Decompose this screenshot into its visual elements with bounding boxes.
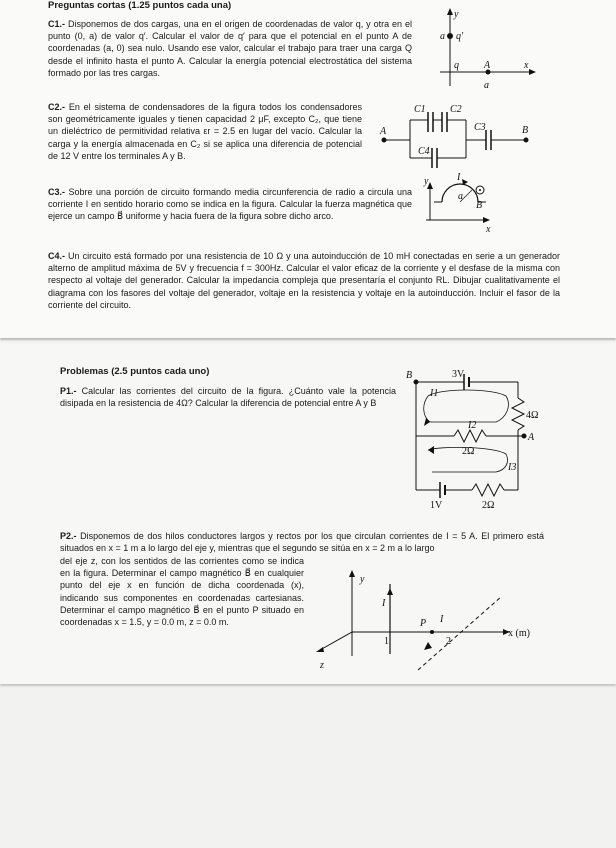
exam-sheet-problems bbox=[0, 344, 616, 684]
figure-c3-semicircle bbox=[420, 172, 500, 234]
problem-p2-label: P2.- bbox=[60, 531, 77, 541]
fig-p2-P: P bbox=[420, 618, 427, 629]
fig-c2-B: B bbox=[522, 125, 529, 136]
question-c2-label: C2.- bbox=[48, 102, 66, 112]
figure-p1-circuit bbox=[400, 366, 560, 511]
fig-p2-z: z bbox=[320, 660, 324, 671]
fig-p2-two: 2 bbox=[446, 636, 451, 647]
fig-p2-one: 1 bbox=[384, 636, 389, 647]
figure-p2-wires bbox=[310, 562, 550, 672]
question-c2 bbox=[48, 101, 362, 162]
fig-c3-y: y bbox=[424, 176, 429, 187]
fig-p1-I1: I1 bbox=[430, 388, 439, 399]
problem-p1-label: P1.- bbox=[60, 386, 77, 396]
fig-p1-3V: 3V bbox=[452, 369, 465, 380]
fig-c1-A: A bbox=[484, 60, 491, 71]
problem-p2-rest: del eje z, con los sentidos de las corrientes como se indica en la figura. Determinar el campo magnético B⃗ en cualquier punto del eje x en función de dicha coordenada (x), indicando sus componentes en coordenadas cartesianas. Determinar el campo magnético B⃗ en el punto P situado en coordenadas x = 1.5, y = 0.0 m, z = 0.0 m. bbox=[60, 556, 304, 628]
fig-c2-C1: C1 bbox=[414, 104, 426, 115]
question-c2-text: En el sistema de condensadores de la figura todos los condensadores son geométricamente iguales y tienen capacidad 2 μF, excepto C₂, que tiene un dieléctrico de permitividad relativa εr = 2.5 en lugar del vacío. Calcular la carga y la energía almacenada en C₂ si se aplica una diferencia de potencial de 12 V entre los terminales A y B. bbox=[48, 102, 362, 161]
fig-c1-qprime: q′ bbox=[456, 31, 464, 42]
fig-c2-C2: C2 bbox=[450, 104, 462, 115]
question-c1-label: C1.- bbox=[48, 19, 66, 29]
fig-p2-y: y bbox=[360, 574, 365, 585]
fig-c1-x-label: x bbox=[524, 60, 529, 71]
problem-p2-text-top: Disponemos de dos hilos conductores largos y rectos por los que circulan corrientes de I = 5 A. El primero está situados en x = 1 m a lo largo del eje y, mientras que el segundo se sitúa en x = 2 m a lo largo bbox=[60, 531, 544, 554]
question-c4-text: Un circuito está formado por una resistencia de 10 Ω y una autoinducción de 10 mH conectadas en serie a un generador alterno de amplitud máxima de 5V y frecuencia f = 300Hz. Calcular el valor eficaz de la corriente y el desfase de la misma con respecto al voltaje del generador. Calcular la impedancia compleja que presentaría el conjunto RL. Dibujar cualitativamente el diagrama con los fasores del voltaje del generador, voltaje en la resistencia y voltaje en la autoinducción. Incluir el fasor de la corriente del circuito. bbox=[48, 251, 560, 310]
fig-p1-I3: I3 bbox=[508, 462, 517, 473]
fig-c2-A: A bbox=[380, 126, 387, 137]
problem-p1 bbox=[60, 385, 396, 409]
fig-p2-I1: I bbox=[382, 598, 386, 609]
fig-p2-x: x (m) bbox=[508, 628, 530, 639]
blank-page-bottom bbox=[0, 688, 616, 848]
problem-p1-text: Calcular las corrientes del circuito de la figura. ¿Cuánto vale la potencia disipada en la resistencia de 4Ω? Calcular la diferencia de potencial entre A y B bbox=[60, 386, 396, 409]
fig-p1-I2: I2 bbox=[468, 420, 477, 431]
question-c3 bbox=[48, 186, 412, 223]
question-c4 bbox=[48, 250, 560, 311]
fig-p1-2ohm-a: 2Ω bbox=[462, 446, 475, 457]
fig-c1-y-label: y bbox=[454, 9, 459, 20]
fig-p1-A: A bbox=[528, 432, 535, 443]
fig-c3-a: a bbox=[458, 191, 463, 202]
exam-sheet-short-questions bbox=[0, 0, 616, 338]
question-c1 bbox=[48, 18, 412, 79]
short-questions-header: Preguntas cortas (1.25 puntos cada una) bbox=[48, 0, 232, 11]
fig-c1-q: q bbox=[454, 60, 459, 71]
problem-p2-top bbox=[60, 530, 544, 554]
fig-c2-C4: C4 bbox=[418, 146, 430, 157]
charge-q-prime-dot bbox=[447, 33, 453, 39]
fig-p1-2ohm-b: 2Ω bbox=[482, 500, 495, 511]
figure-c1-charges bbox=[420, 6, 540, 94]
fig-c3-x: x bbox=[486, 224, 491, 235]
figure-c2-capacitors bbox=[370, 100, 540, 170]
question-c1-text: Disponemos de dos cargas, una en el origen de coordenadas de valor q, y otra en el punto (0, a) de valor q′. Calcular el valor de q′ para que el potencial en el punto A de coordenadas (a, 0) sea nulo. Usando ese valor, calcular el trabajo para traer una carga Q desde el infinito hasta el punto A. Calcular la energía potencial electrostática del sistema formado por las tres cargas. bbox=[48, 19, 412, 78]
fig-p1-B: B bbox=[406, 370, 413, 381]
fig-c1-a-left: a bbox=[440, 31, 445, 42]
question-c4-label: C4.- bbox=[48, 251, 66, 261]
fig-p2-I2: I bbox=[440, 614, 444, 625]
fig-c3-I: I bbox=[457, 172, 461, 183]
question-c3-text: Sobre una porción de circuito formando media circunferencia de radio a circula una corriente I en sentido horario como se indica en la figura. Calcular la fuerza magnética que ejerce un campo B⃗ uniforme y hacia fuera de la figura sobre dicho arco. bbox=[48, 187, 412, 222]
fig-p1-4ohm: 4Ω bbox=[526, 410, 539, 421]
fig-c1-a-bottom: a bbox=[484, 80, 489, 91]
fig-c3-B: B⃗ bbox=[476, 200, 490, 211]
fig-p1-1V: 1V bbox=[430, 500, 443, 511]
fig-c2-C3: C3 bbox=[474, 122, 486, 133]
problems-header: Problemas (2.5 puntos cada uno) bbox=[60, 366, 210, 377]
question-c3-label: C3.- bbox=[48, 187, 66, 197]
